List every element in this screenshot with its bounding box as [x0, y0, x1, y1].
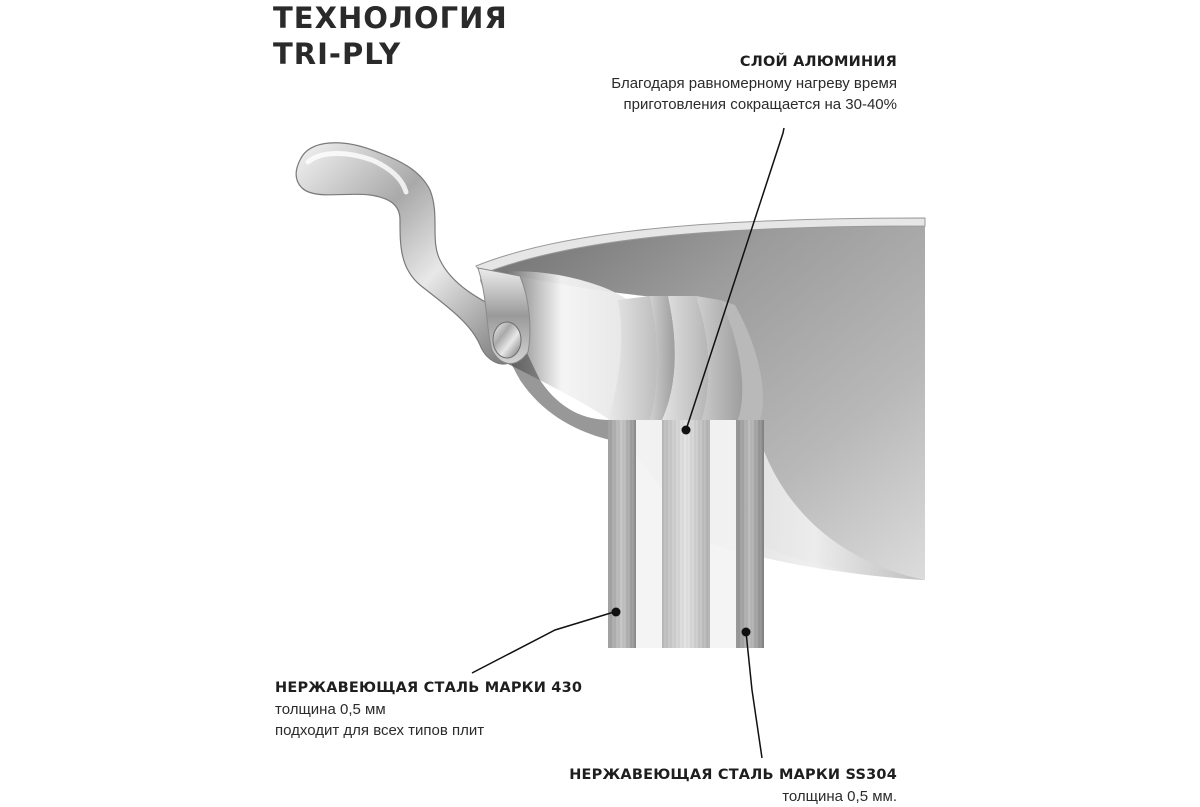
page-title — [273, 0, 508, 72]
callout-line-steel-430 — [472, 612, 614, 673]
label-steel-304-heading: НЕРЖАВЕЮЩАЯ СТАЛЬ МАРКИ SS304 — [569, 767, 897, 783]
callout-dot-aluminum — [682, 426, 691, 435]
callout-line-steel-304 — [746, 632, 762, 758]
label-aluminum — [611, 52, 897, 115]
label-steel-430-line-1: толщина 0,5 мм — [275, 701, 386, 718]
label-steel-430-heading: НЕРЖАВЕЮЩАЯ СТАЛЬ МАРКИ 430 — [275, 680, 583, 696]
label-steel-430-line-2: подходит для всех типов плит — [275, 722, 485, 739]
label-aluminum-line-2: приготовления сокращается на 30-40% — [623, 96, 897, 113]
callout-dot-steel-304 — [742, 628, 751, 637]
label-aluminum-line-1: Благодаря равномерному нагреву время — [611, 75, 897, 92]
callout-dot-steel-430 — [612, 608, 621, 617]
label-steel-304 — [569, 765, 897, 807]
title-line-2: TRI-PLY — [273, 37, 402, 71]
title-line-1: ТЕХНОЛОГИЯ — [273, 1, 508, 35]
label-steel-430 — [275, 678, 582, 741]
rivet-icon — [493, 322, 521, 358]
label-aluminum-heading: СЛОЙ АЛЮМИНИЯ — [739, 54, 897, 70]
label-steel-304-line-1: толщина 0,5 мм. — [782, 788, 897, 805]
